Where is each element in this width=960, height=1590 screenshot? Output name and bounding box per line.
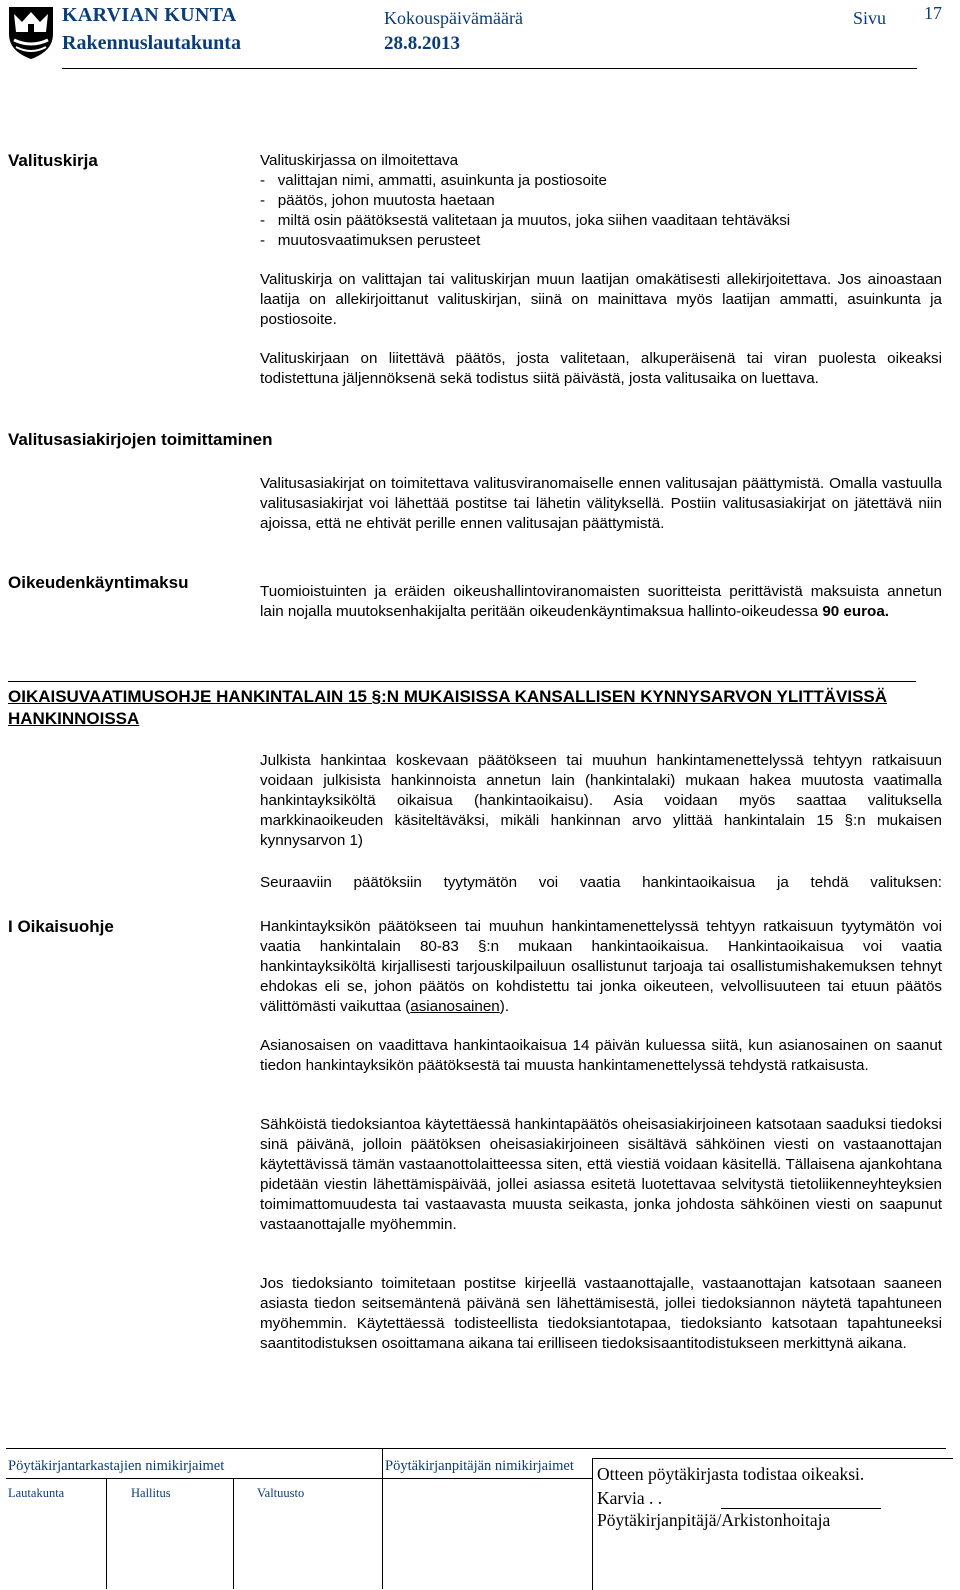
footer-under-labels <box>6 1478 592 1479</box>
section-label-oikaisuohje: I Oikaisuohje <box>8 917 114 936</box>
main-heading: OIKAISUVAATIMUSOHJE HANKINTALAIN 15 §:N MUKAISISSA KANSALLISEN KYNNYSARVON YLITTÄVISSÄ HANKINNOISSA <box>8 687 888 728</box>
page-number: 17 <box>924 3 942 23</box>
list-item: - valittajan nimi, ammatti, asuinkunta ja postiosoite <box>260 172 607 189</box>
certification-box <box>592 1458 953 1590</box>
cert-line-3: Pöytäkirjanpitäjä/Arkistonhoitaja <box>597 1510 831 1530</box>
footer-vline-3 <box>382 1448 383 1589</box>
section-label-oikeudenkayntimaksu: Oikeudenkäyntimaksu <box>8 573 189 592</box>
tarkastajat-label: Pöytäkirjantarkastajien nimikirjaimet <box>8 1458 225 1474</box>
oikaisuohje-paragraph-2: Asianosaisen on vaadittava hankintaoikaisua 14 päivän kuluessa siitä, kun asianosainen on saanut tiedon hankintayksikön päätöksestä tai muusta hankintamenettelyssä tehdystä ratkaisusta. <box>260 1037 942 1074</box>
maksu-text: Tuomioistuinten ja eräiden oikeushallintoviranomaisten suoritteista perittävistä maksuista annetun lain nojalla muutoksenhakijalta peritään oikeudenkäyntimaksua hallinto-oikeudessa <box>260 583 942 620</box>
header-divider <box>62 68 917 69</box>
p1-end: ). <box>499 998 510 1015</box>
maksu-amount: 90 euroa. <box>822 603 890 620</box>
p1-start: Hankintayksikön päätökseen tai muuhun hankintamenettelyssä tehtyyn ratkaisuun tyytymätön voi vaatia hankintalain 80-83 §:n mukaan hankintaoikaisua. Hankintaoikaisua voi vaatia hankintayksiköltä kirjallisesti tarjouskilpailuun osallistunut tarjoaja tai osallistumishakemuksen tehnyt ehdokas eli se, johon päätös on kohdistettu tai jonka oikeuteen, velvollisuuteen tai etuun päätös välittömästi vaikuttaa ( <box>260 918 942 1015</box>
footer-divider <box>6 1448 946 1449</box>
board-name: Rakennuslautakunta <box>62 32 241 54</box>
asianosainen-term: asianosainen <box>410 998 500 1015</box>
signature-line <box>721 1508 881 1509</box>
toimittaminen-paragraph: Valitusasiakirjat on toimitettava valitusviranomaiselle ennen valitusajan päättymistä. Omalla vastuulla valitusasiakirjat voi lähettää postitse tai lähetin välityksellä. Postiin valitusasiakirjat on jätettävä niin ajoissa, että ne ehtivät perille ennen valitusajan päättymistä. <box>260 475 942 532</box>
section-label-toimittaminen: Valitusasiakirjojen toimittaminen <box>8 430 273 449</box>
cert-line-1: Otteen pöytäkirjasta todistaa oikeaksi. <box>597 1464 865 1484</box>
org-name: KARVIAN KUNTA <box>62 4 237 26</box>
list-item: - miltä osin päätöksestä valitetaan ja muutos, joka siihen vaaditaan tehtäväksi <box>260 212 791 229</box>
cert-line-2: Karvia . . <box>597 1488 663 1508</box>
hankinta-paragraph-2: Seuraaviin päätöksiin tyytymätön voi vaatia hankintaoikaisua ja tehdä valituksen: <box>260 874 942 891</box>
footer-col-valtuusto: Valtuusto <box>257 1486 305 1500</box>
meeting-date: 28.8.2013 <box>384 33 460 54</box>
oikaisuohje-paragraph-1 <box>260 917 942 1017</box>
valituskirja-paragraph-1: Valituskirja on valittajan tai valituskirjan muun laatijan omakätisesti allekirjoitettava. Jos ainoastaan laatija on allekirjoittanut valituskirjan, siinä on mainittava myös laatijan ammatti, asuinkunta ja postiosoite. <box>260 271 942 328</box>
date-label: Kokouspäivämäärä <box>384 8 523 28</box>
heading-rule <box>8 681 916 682</box>
list-item: - muutosvaatimuksen perusteet <box>260 232 481 249</box>
page-label: Sivu <box>853 8 887 28</box>
section-label-valituskirja: Valituskirja <box>8 151 98 170</box>
oikeudenkayntimaksu-paragraph <box>260 582 942 622</box>
oikaisuohje-paragraph-3: Sähköistä tiedoksiantoa käytettäessä hankintapäätös oheisasiakirjoineen katsotaan saaduksi tiedoksi sinä päivänä, jolloin päätöksen oheisasiakirjoineen sisältävä sähköinen viesti on vastaanottajan käytettävissä tämän vastaanottolaitteessa siten, että viestiä voidaan käsitellä. Tällaisena ajankohtana pidetään viestin lähettämispäivää, jollei asiassa esitetä luotettavaa selvitystä tietoliikenneyhteyksien toimimattomuudesta tai vastaavasta muusta seikasta, jonka johdosta sähköinen viesti on saapunut vastaanottajalle myöhemmin. <box>260 1116 942 1233</box>
valituskirja-intro: Valituskirjassa on ilmoitettava <box>260 152 459 169</box>
footer-col-hallitus: Hallitus <box>131 1486 171 1500</box>
valituskirja-paragraph-2: Valituskirjaan on liitettävä päätös, josta valitetaan, alkuperäisenä tai viran puolesta oikeaksi todistettuna jäljennöksenä sekä todistus siitä päivästä, josta valitusaika on luettava. <box>260 350 942 387</box>
footer-vline-2 <box>233 1478 234 1589</box>
footer-vline-1 <box>106 1478 107 1589</box>
oikaisuohje-paragraph-4: Jos tiedoksianto toimitetaan postitse kirjeellä vastaanottajalle, vastaanottajan katsotaan saaneen asiasta tiedon seitsemäntenä päivänä sen lähettämisestä, jollei tiedoksiannon näytetä tapahtuneen myöhemmin. Käytettäessä todisteellista tiedoksiantotapaa, tiedoksianto katsotaan tapahtuneeksi saantitodistuksen osoittamana aikana tai erilliseen tiedoksisaantitodistukseen merkittynä aikana. <box>260 1275 942 1352</box>
footer-col-lautakunta: Lautakunta <box>8 1486 65 1500</box>
pitaja-label: Pöytäkirjanpitäjän nimikirjaimet <box>385 1458 574 1474</box>
list-item: - päätös, johon muutosta haetaan <box>260 192 495 209</box>
coat-of-arms-logo <box>6 4 56 60</box>
hankinta-paragraph-1: Julkista hankintaa koskevaan päätökseen tai muuhun hankintamenettelyssä tehtyyn ratkaisuun voidaan julkisista hankinnoista annetun lain (hankintalaki) mukaan hakea muutosta vaatimalla hankintayksiköltä oikaisua (hankintaoikaisu). Asia voidaan myös saattaa valituksella markkinaoikeuden käsiteltäväksi, mikäli hankinnan arvo ylittää hankintalain 15 §:n mukaisen kynnysarvon 1) <box>260 752 942 849</box>
